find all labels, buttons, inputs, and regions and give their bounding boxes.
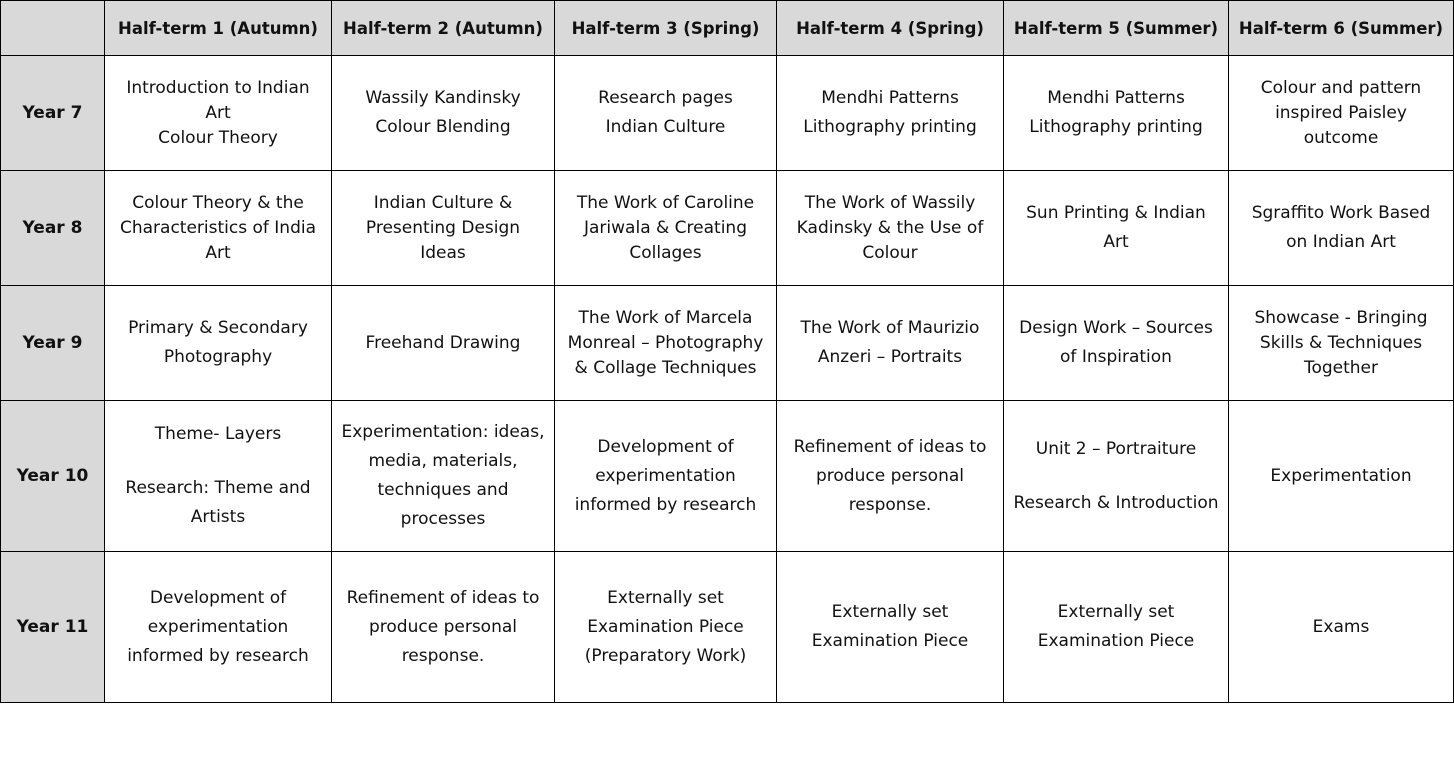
- cell-line: Exams: [1312, 616, 1370, 637]
- cell-line: Art: [1103, 232, 1129, 252]
- table-cell: [105, 552, 332, 703]
- cell-line: Wassily Kandinsky: [365, 88, 521, 108]
- table-row: [1, 401, 1454, 552]
- table-cell: [1004, 171, 1229, 286]
- table-cell: [105, 171, 332, 286]
- table-cell: [555, 401, 777, 552]
- table-cell: [332, 171, 555, 286]
- cell-line: (Preparatory Work): [584, 645, 747, 666]
- cell-line: Ideas: [420, 242, 466, 263]
- cell-line: Freehand Drawing: [365, 332, 521, 353]
- table-cell: [555, 171, 777, 286]
- cell-line: Colour Theory: [158, 127, 278, 148]
- table-cell: [555, 56, 777, 171]
- table-cell: [777, 171, 1004, 286]
- table-cell: [1229, 552, 1454, 703]
- cell-line: informed by research: [127, 645, 309, 666]
- cell-line: The Work of Maurizio: [800, 318, 980, 338]
- cell-line: Research pages: [598, 88, 733, 108]
- cell-line: Lithography printing: [1029, 117, 1203, 137]
- cell-line: The Work of Caroline: [576, 192, 755, 213]
- cell-line: Monreal – Photography: [567, 332, 764, 353]
- cell-line: Colour Theory & the: [132, 192, 304, 213]
- column-header-ht6: Half-term 6 (Summer): [1229, 1, 1454, 56]
- cell-line: Development of: [149, 587, 287, 608]
- cell-line: Research: Theme and: [125, 478, 311, 498]
- cell-line: Externally set: [1057, 602, 1175, 622]
- table-cell: [555, 286, 777, 401]
- cell-line: Refinement of ideas to: [346, 587, 540, 608]
- table-cell: [332, 401, 555, 552]
- table-cell: [1229, 286, 1454, 401]
- cell-line: Colour and pattern: [1260, 77, 1422, 98]
- cell-line: Primary & Secondary: [128, 318, 308, 338]
- table-row: [1, 286, 1454, 401]
- cell-line: processes: [400, 509, 486, 529]
- table-cell: [105, 56, 332, 171]
- cell-line: Showcase - Bringing: [1254, 307, 1428, 328]
- cell-line: techniques and: [377, 480, 509, 500]
- cell-line: Presenting Design: [365, 217, 521, 238]
- table-row: [1, 56, 1454, 171]
- cell-line: Theme- Layers: [154, 424, 282, 444]
- cell-line: Skills & Techniques: [1259, 332, 1423, 353]
- table-cell: [777, 401, 1004, 552]
- cell-line: Collages: [629, 242, 702, 263]
- cell-line: outcome: [1303, 127, 1379, 148]
- cell-line: Introduction to Indian: [126, 77, 310, 98]
- table-cell: [1229, 171, 1454, 286]
- table-cell: [1004, 56, 1229, 171]
- table-cell: [1004, 552, 1229, 703]
- cell-line: Examination Piece: [1037, 631, 1195, 651]
- header-row: [1, 1, 1454, 56]
- cell-line: Lithography printing: [803, 117, 977, 137]
- cell-line: Refinement of ideas to: [793, 436, 987, 457]
- cell-line: Artists: [190, 507, 246, 527]
- table-row: [1, 552, 1454, 703]
- cell-line: Jariwala & Creating: [584, 217, 747, 238]
- cell-line: experimentation: [595, 465, 736, 486]
- cell-line: of Inspiration: [1060, 347, 1172, 367]
- table-cell: [777, 286, 1004, 401]
- cell-line: Development of: [597, 436, 734, 457]
- cell-line: The Work of Marcela: [578, 307, 753, 328]
- cell-line: The Work of Wassily: [804, 192, 976, 213]
- cell-line: Mendhi Patterns: [1047, 88, 1185, 108]
- column-header-ht5: Half-term 5 (Summer): [1004, 1, 1229, 56]
- cell-line: Mendhi Patterns: [821, 88, 959, 108]
- cell-line: & Collage Techniques: [574, 357, 757, 378]
- table-cell: [105, 401, 332, 552]
- cell-line: Indian Culture: [605, 117, 726, 137]
- row-header-year: Year 7: [1, 56, 105, 171]
- cell-line: Colour: [862, 242, 918, 263]
- cell-line: Characteristics of India: [119, 217, 316, 238]
- cell-line: Design Work – Sources: [1019, 318, 1213, 338]
- cell-line: Together: [1303, 357, 1379, 378]
- cell-line: produce personal: [369, 616, 517, 637]
- table-body: [1, 56, 1454, 703]
- table-cell: [332, 552, 555, 703]
- table-cell: [777, 552, 1004, 703]
- cell-line: response.: [401, 645, 485, 666]
- cell-line: Photography: [163, 347, 273, 367]
- column-header-ht4: Half-term 4 (Spring): [777, 1, 1004, 56]
- table-cell: [555, 552, 777, 703]
- row-header-year: Year 11: [1, 552, 105, 703]
- cell-line: Sgraffito Work Based: [1251, 203, 1431, 223]
- table-cell: [777, 56, 1004, 171]
- cell-line: inspired Paisley: [1275, 102, 1407, 123]
- cell-line: Externally set: [607, 587, 724, 608]
- corner-cell: [1, 1, 105, 56]
- cell-line: response.: [848, 494, 932, 515]
- cell-line: Unit 2 – Portraiture: [1035, 438, 1197, 459]
- cell-line: on Indian Art: [1286, 232, 1396, 252]
- cell-line: Examination Piece: [587, 616, 744, 637]
- cell-line: Research & Introduction: [1013, 492, 1219, 513]
- table-cell: [105, 286, 332, 401]
- row-header-year: Year 8: [1, 171, 105, 286]
- cell-spacer: [1010, 464, 1222, 489]
- cell-line: Experimentation: ideas,: [341, 422, 545, 442]
- column-header-ht2: Half-term 2 (Autumn): [332, 1, 555, 56]
- cell-spacer: [111, 449, 325, 474]
- cell-line: Externally set: [831, 602, 949, 622]
- table-cell: [332, 286, 555, 401]
- table-cell: [1004, 286, 1229, 401]
- cell-line: informed by research: [574, 494, 757, 515]
- cell-line: Examination Piece: [811, 631, 969, 651]
- cell-line: Art: [205, 242, 231, 263]
- cell-line: Experimentation: [1270, 465, 1412, 486]
- cell-line: Art: [205, 102, 231, 123]
- table-cell: [1229, 56, 1454, 171]
- table-cell: [1004, 401, 1229, 552]
- table-cell: [1229, 401, 1454, 552]
- cell-line: produce personal: [816, 465, 964, 486]
- cell-line: Sun Printing & Indian: [1026, 203, 1206, 223]
- cell-line: media, materials,: [368, 451, 518, 471]
- table-row: [1, 171, 1454, 286]
- cell-line: Colour Blending: [375, 117, 511, 137]
- table-cell: [332, 56, 555, 171]
- row-header-year: Year 10: [1, 401, 105, 552]
- column-header-ht1: Half-term 1 (Autumn): [105, 1, 332, 56]
- column-header-ht3: Half-term 3 (Spring): [555, 1, 777, 56]
- cell-line: Kadinsky & the Use of: [796, 217, 984, 238]
- row-header-year: Year 9: [1, 286, 105, 401]
- cell-line: experimentation: [147, 616, 289, 637]
- cell-line: Indian Culture &: [373, 192, 513, 213]
- cell-line: Anzeri – Portraits: [817, 347, 963, 367]
